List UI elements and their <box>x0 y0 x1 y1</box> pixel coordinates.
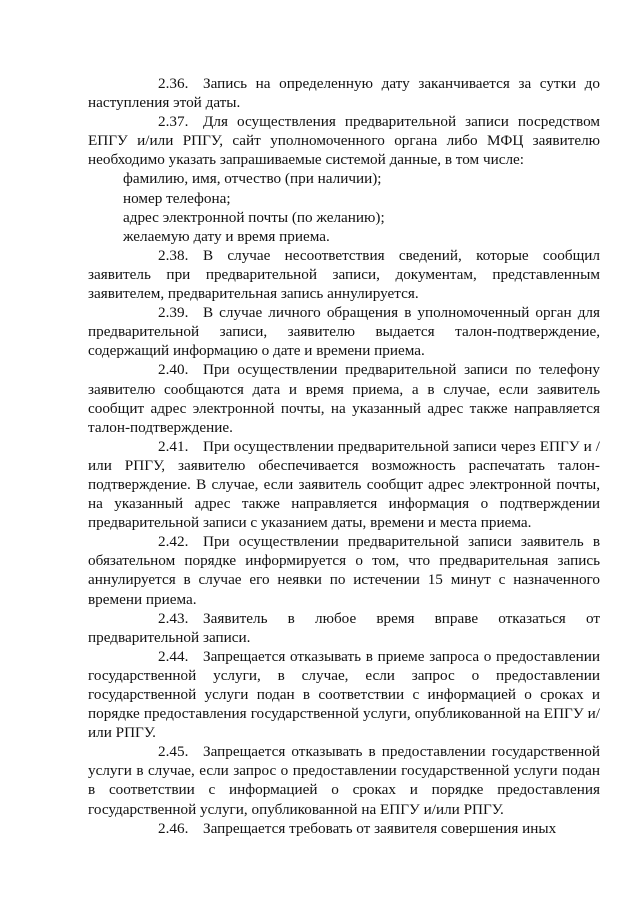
paragraph-text: Запись на определенную дату заканчивается за сутки до наступления этой даты. <box>88 75 600 112</box>
paragraph-number: 2.43. <box>158 609 189 627</box>
paragraph-2-37 <box>88 112 600 169</box>
paragraph-text: Запрещается отказывать в предоставлении государственной услуги в случае, если запрос о предоставлении государственной услуги подан в соответствии с информацией о сроках и порядке предоставления государственной услуги, опубликованной на ЕПГУ и/или РПГУ. <box>88 743 600 818</box>
paragraph-number: 2.40. <box>158 361 189 379</box>
paragraph-number: 2.38. <box>158 246 189 264</box>
paragraph-text: Запрещается требовать от заявителя совершения иных <box>203 819 557 837</box>
paragraph-2-39 <box>88 303 600 360</box>
paragraph-text: В случае несоответствия сведений, которые сообщил заявитель при предварительной записи, документам, представленным заявителем, предварительная запись аннулируется. <box>88 246 600 303</box>
paragraph-2-42 <box>88 532 600 608</box>
paragraph-text: Для осуществления предварительной записи посредством ЕПГУ и/или РПГУ, сайт уполномоченного органа либо МФЦ заявителю необходимо указать запрашиваемые системой данные, в том числе: <box>88 113 600 169</box>
list-item: фамилию, имя, отчество (при наличии); <box>123 170 382 188</box>
paragraph-text: При осуществлении предварительной записи через ЕПГУ и /или РПГУ, заявителю обеспечивается возможность распечатать талон-подтверждение. В случае, если заявитель сообщит адрес электронной почты, на указанный адрес также направляется информация о подтверждении предварительной записи с указанием даты, времени и места приема. <box>88 437 600 532</box>
paragraph-2-44 <box>88 647 600 742</box>
paragraph-2-38 <box>88 246 600 303</box>
paragraph-text: При осуществлении предварительной записи по телефону заявителю сообщаются дата и время приема, а в случае, если заявитель сообщит адрес электронной почты, на указанный адрес также направляется талон-подтверждение. <box>88 361 600 436</box>
paragraph-number: 2.42. <box>158 533 189 551</box>
paragraph-text: В случае личного обращения в уполномоченный орган для предварительной записи, заявителю выдается талон-подтверждение, содержащий информацию о дате и времени приема. <box>88 304 600 360</box>
paragraph-2-45 <box>88 742 600 818</box>
paragraph-number: 2.41. <box>158 437 189 455</box>
paragraph-text: При осуществлении предварительной записи заявитель в обязательном порядке информируется о том, что предварительная запись аннулируется в случае его неявки по истечении 15 минут с назначенного времени приема. <box>88 533 600 608</box>
paragraph-number: 2.37. <box>158 113 189 131</box>
paragraph-number: 2.36. <box>158 75 189 92</box>
paragraph-number: 2.46. <box>158 819 189 837</box>
paragraph-number: 2.44. <box>158 647 189 665</box>
paragraph-2-43 <box>88 609 600 647</box>
paragraph-2-36 <box>88 74 600 112</box>
paragraph-text: Заявитель в любое время вправе отказаться от предварительной записи. <box>88 609 600 646</box>
paragraph-text: Запрещается отказывать в приеме запроса о предоставлении государственной услуги, в случае, если запрос о предоставлении государственной услуги подан в соответствии с информацией о сроках и порядке предоставления государственной услуги, опубликованной на ЕПГУ и/или РПГУ. <box>88 647 600 742</box>
paragraph-number: 2.39. <box>158 304 189 322</box>
paragraph-2-41 <box>88 437 600 532</box>
paragraph-2-46 <box>88 819 600 838</box>
list-item: желаемую дату и время приема. <box>123 227 330 245</box>
list-item: номер телефона; <box>123 189 231 207</box>
document-page <box>88 74 600 838</box>
paragraph-2-40 <box>88 360 600 436</box>
list-item: адрес электронной почты (по желанию); <box>123 208 385 226</box>
paragraph-number: 2.45. <box>158 743 189 761</box>
